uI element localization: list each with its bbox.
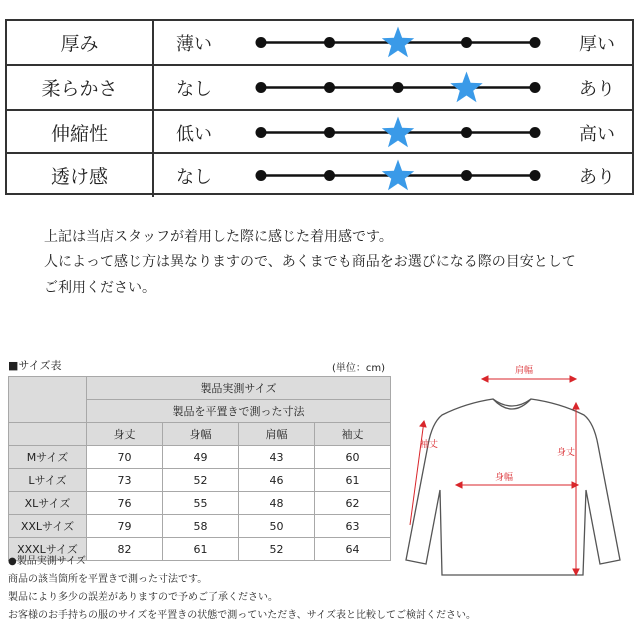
- feel-high-label: あり: [579, 78, 615, 100]
- corner-cell: [9, 377, 87, 423]
- column-header: 肩幅: [239, 423, 315, 446]
- size-table-header: 製品実測サイズ: [87, 377, 391, 400]
- feel-low-label: なし: [176, 166, 212, 188]
- table-cell: 55: [163, 492, 239, 515]
- table-cell: 76: [87, 492, 163, 515]
- rating-star-icon: [382, 27, 414, 58]
- feel-high-label: 高い: [579, 123, 615, 145]
- footnote-line: 製品により多少の誤差がありますので予めご了承ください。: [8, 592, 278, 603]
- feel-scale: [247, 111, 547, 154]
- feel-label: 透け感: [50, 166, 108, 188]
- length-label: 身丈: [557, 448, 576, 458]
- scale-dot: [461, 37, 472, 48]
- table-cell: 52: [163, 469, 239, 492]
- rating-star-icon: [450, 72, 482, 103]
- feel-low-label: なし: [176, 78, 212, 100]
- table-cell: 61: [315, 469, 391, 492]
- table-cell: 46: [239, 469, 315, 492]
- size-label: Lサイズ: [9, 469, 87, 492]
- table-cell: 60: [315, 446, 391, 469]
- scale-dot: [461, 127, 472, 138]
- scale-dot: [256, 127, 267, 138]
- table-cell: 61: [163, 538, 239, 561]
- footnote-title: ●製品実測サイズ: [8, 556, 86, 567]
- note-line: ご利用ください。: [44, 280, 156, 296]
- scale-dot: [324, 170, 335, 181]
- size-table-caption: ■サイズ表: [8, 359, 62, 372]
- table-cell: 63: [315, 515, 391, 538]
- scale-dot: [324, 82, 335, 93]
- size-label: XLサイズ: [9, 492, 87, 515]
- table-cell: 70: [87, 446, 163, 469]
- table-row: [9, 446, 391, 469]
- table-cell: 49: [163, 446, 239, 469]
- table-row: [9, 469, 391, 492]
- sleeve-label: 袖丈: [420, 440, 439, 450]
- column-header: 身幅: [163, 423, 239, 446]
- footnote-line: お客様のお手持ちの服のサイズを平置きの状態で測っていただき、サイズ表と比較してご検討ください。: [8, 610, 476, 621]
- scale-dot: [530, 170, 541, 181]
- unit-label: (単位：cm): [332, 363, 386, 374]
- table-cell: 64: [315, 538, 391, 561]
- feel-table: [5, 19, 634, 195]
- scale-dot: [256, 82, 267, 93]
- scale-dot: [393, 82, 404, 93]
- scale-dot: [530, 82, 541, 93]
- column-header: 身丈: [87, 423, 163, 446]
- scale-dot: [530, 127, 541, 138]
- feel-row-softness: [7, 64, 632, 109]
- table-row: [9, 492, 391, 515]
- scale-dot: [256, 170, 267, 181]
- feel-label: 厚み: [60, 33, 99, 55]
- table-cell: 52: [239, 538, 315, 561]
- feel-scale: [247, 21, 547, 64]
- rating-star-icon: [382, 160, 414, 191]
- table-row: [9, 515, 391, 538]
- table-cell: 62: [315, 492, 391, 515]
- size-table-subheader: 製品を平置きで測った寸法: [87, 400, 391, 423]
- table-cell: 79: [87, 515, 163, 538]
- table-cell: 82: [87, 538, 163, 561]
- feel-label: 柔らかさ: [41, 78, 118, 100]
- feel-scale: [247, 66, 547, 109]
- table-cell: 43: [239, 446, 315, 469]
- feel-low-label: 低い: [176, 123, 212, 145]
- feel-row-stretch: [7, 109, 632, 154]
- scale-dot: [530, 37, 541, 48]
- rating-star-icon: [382, 117, 414, 148]
- scale-dot: [461, 170, 472, 181]
- size-label: Mサイズ: [9, 446, 87, 469]
- shoulder-label: 肩幅: [514, 366, 534, 376]
- feel-low-label: 薄い: [176, 33, 212, 55]
- scale-dot: [324, 37, 335, 48]
- size-table: [8, 376, 391, 561]
- note-line: 上記は当店スタッフが着用した際に感じた着用感です。: [44, 229, 393, 245]
- corner-cell: [9, 423, 87, 446]
- feel-high-label: 厚い: [579, 33, 615, 55]
- scale-dot: [324, 127, 335, 138]
- feel-high-label: あり: [579, 166, 615, 188]
- note-line: 人によって感じ方は異なりますので、あくまでも商品をお選びになる際の目安として: [44, 254, 576, 270]
- garment-diagram: [400, 355, 630, 587]
- feel-row-thickness: [7, 21, 632, 64]
- sweatshirt-outline: [406, 399, 620, 575]
- size-label: XXXLサイズ: [9, 538, 87, 561]
- scale-dot: [256, 37, 267, 48]
- feel-scale: [247, 154, 547, 197]
- table-cell: 73: [87, 469, 163, 492]
- size-label: XXLサイズ: [9, 515, 87, 538]
- table-cell: 50: [239, 515, 315, 538]
- column-header: 袖丈: [315, 423, 391, 446]
- table-cell: 48: [239, 492, 315, 515]
- feel-row-sheerness: [7, 152, 632, 197]
- width-label: 身幅: [495, 473, 514, 483]
- footnote-line: 商品の該当箇所を平置きで測った寸法です。: [8, 574, 208, 585]
- feel-label: 伸縮性: [50, 123, 108, 145]
- table-cell: 58: [163, 515, 239, 538]
